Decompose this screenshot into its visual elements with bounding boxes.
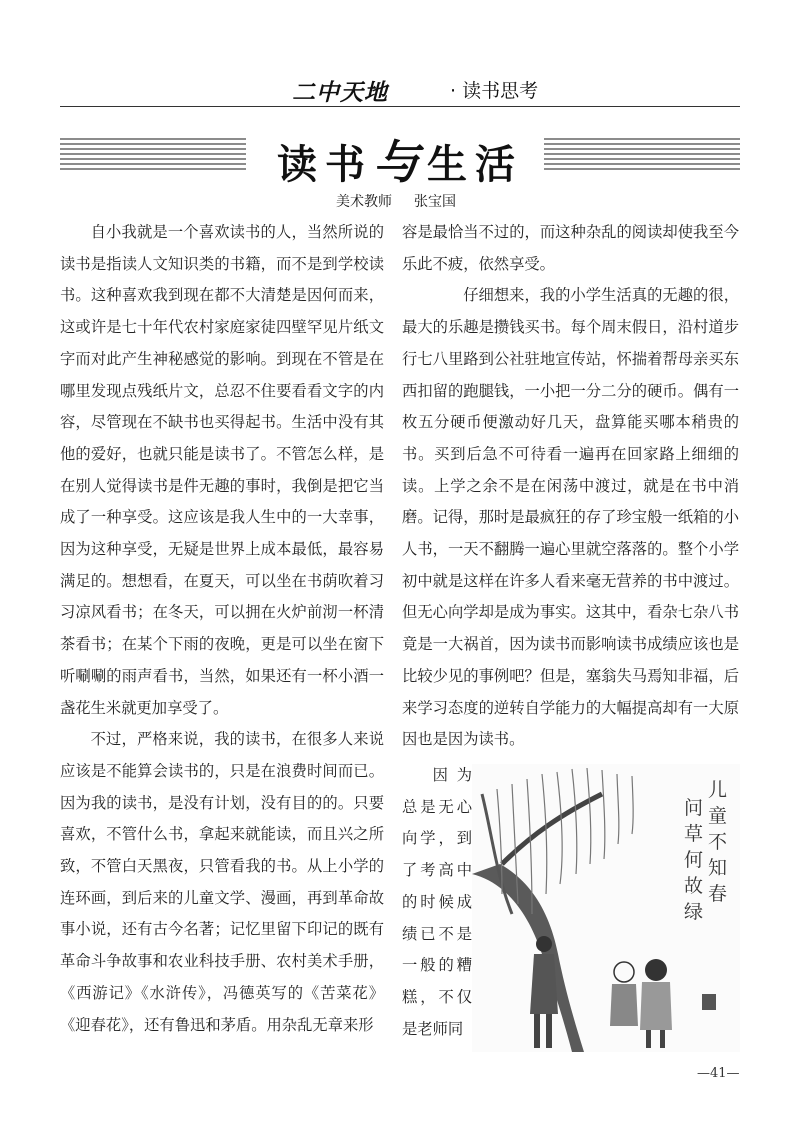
page-number: —41— bbox=[697, 1066, 740, 1081]
svg-text:不: 不 bbox=[708, 831, 728, 853]
running-header bbox=[60, 72, 740, 106]
paragraph: 自小我就是一个喜欢读书的人，当然所说的读书是指读人文知识类的书籍，而不是到学校读书。这种喜欢我到现在都不大清楚是因何而来，这或许是七十年代农村家庭家徒四壁罕见片纸文字而对此产生神秘感觉的影响。到现在不管是在哪里发现点残纸片文，总忍不住要看看文字的内容，尽管现在不缺书也买得起书。生活中没有其他的爱好，也就只能是读书了。不管怎么样，是在别人觉得读书是件无趣的事时，我倒是把它当成了一种享受。这应该是我人生中的一大幸事，因为这种享受，无疑是世界上成本最低，最容易满足的。想想看，在夏天，可以坐在书荫吹着习习凉风看书；在冬天，可以拥在火炉前沏一杯清茶看书；在某个下雨的夜晚，更是可以坐在窗下听唰唰的雨声看书，当然，如果还有一杯小酒一盏花生米就更加享受了。 bbox=[60, 223, 384, 717]
children-figures bbox=[610, 959, 672, 1048]
right-column bbox=[402, 217, 739, 756]
section-label: · 读书思考 bbox=[450, 80, 539, 102]
title-stripes-left bbox=[60, 138, 246, 172]
svg-text:儿: 儿 bbox=[708, 779, 728, 801]
paragraph: 因为总是无心向学，到了考高中的时候成绩已不是一般的糟糕，不仅是老师同 bbox=[402, 766, 472, 1038]
narrow-column-text bbox=[402, 760, 472, 1045]
title-part3: 生活 bbox=[427, 142, 523, 188]
header-rule bbox=[60, 106, 740, 107]
author-role: 美术教师 bbox=[336, 194, 392, 210]
article-title bbox=[260, 126, 540, 192]
left-column bbox=[60, 217, 384, 1041]
byline bbox=[336, 191, 478, 211]
willow-leaves bbox=[497, 768, 633, 914]
tree-branch bbox=[482, 794, 512, 914]
tree-branch bbox=[502, 794, 602, 864]
paragraph: 容是最恰当不过的，而这种杂乱的阅读却使我至今乐此不疲，依然享受。 bbox=[402, 223, 739, 273]
brand-logo: 二中天地 bbox=[292, 80, 388, 106]
tree-trunk bbox=[472, 864, 584, 1052]
svg-text:故: 故 bbox=[684, 875, 704, 897]
artist-seal bbox=[702, 994, 716, 1010]
title-block bbox=[60, 126, 740, 189]
svg-text:童: 童 bbox=[708, 805, 728, 827]
title-part1: 读书 bbox=[277, 142, 373, 188]
svg-text:问: 问 bbox=[684, 797, 704, 819]
svg-text:草: 草 bbox=[684, 823, 704, 845]
svg-text:春: 春 bbox=[708, 883, 728, 905]
title-stripes-right bbox=[544, 138, 740, 172]
author-name: 张宝国 bbox=[414, 194, 456, 210]
illustration-drawing bbox=[472, 764, 740, 1052]
svg-text:何: 何 bbox=[684, 849, 704, 871]
calligraphy-inscription bbox=[684, 779, 727, 923]
svg-text:知: 知 bbox=[708, 857, 728, 879]
paragraph: 仔细想来，我的小学生活真的无趣的很，最大的乐趣是攒钱买书。每个周末假日，沿村道步行七八里路到公社驻地宣传站，怀揣着帮母亲买东西扣留的跑腿钱，一小把一分二分的硬币。偶有一枚五分硬币便激动好几天，盘算能买哪本稍贵的书。买到后急不可待看一遍再在回家路上细细的读。上学之余不是在闲荡中渡过，就是在书中消磨。记得，那时是最疯狂的存了珍宝般一纸箱的小人书，一天不翻腾一遍心里就空落落的。整个小学初中就是这样在许多人看来毫无营养的书中渡过。但无心向学却是成为事实。这其中，看杂七杂八书竟是一大祸首，因为读书而影响读书成绩应该也是比较少见的事例吧？但是，塞翁失马焉知非福，后来学习态度的逆转自学能力的大幅提高却有一大原因也是因为读书。 bbox=[402, 286, 739, 749]
svg-text:绿: 绿 bbox=[684, 901, 704, 923]
ink-illustration bbox=[472, 764, 740, 1052]
paragraph: 不过，严格来说，我的读书，在很多人来说应该是不能算会读书的，只是在浪费时间而已。因为我的读书，是没有计划，没有目的的。只要喜欢，不管什么书，拿起来就能读，而且兴之所致，不管白天黑夜，只管看我的书。从上小学的连环画，到后来的儿童文学、漫画，再到革命故事小说，还有古今名著；记忆里留下印记的既有革命斗争故事和农业科技手册、农村美术手册，《西游记》《水浒传》，冯德英写的《苦菜花》《迎春花》，还有鲁迅和茅盾。用杂乱无章来形 bbox=[60, 730, 384, 1034]
title-part2: 与 bbox=[373, 135, 427, 189]
